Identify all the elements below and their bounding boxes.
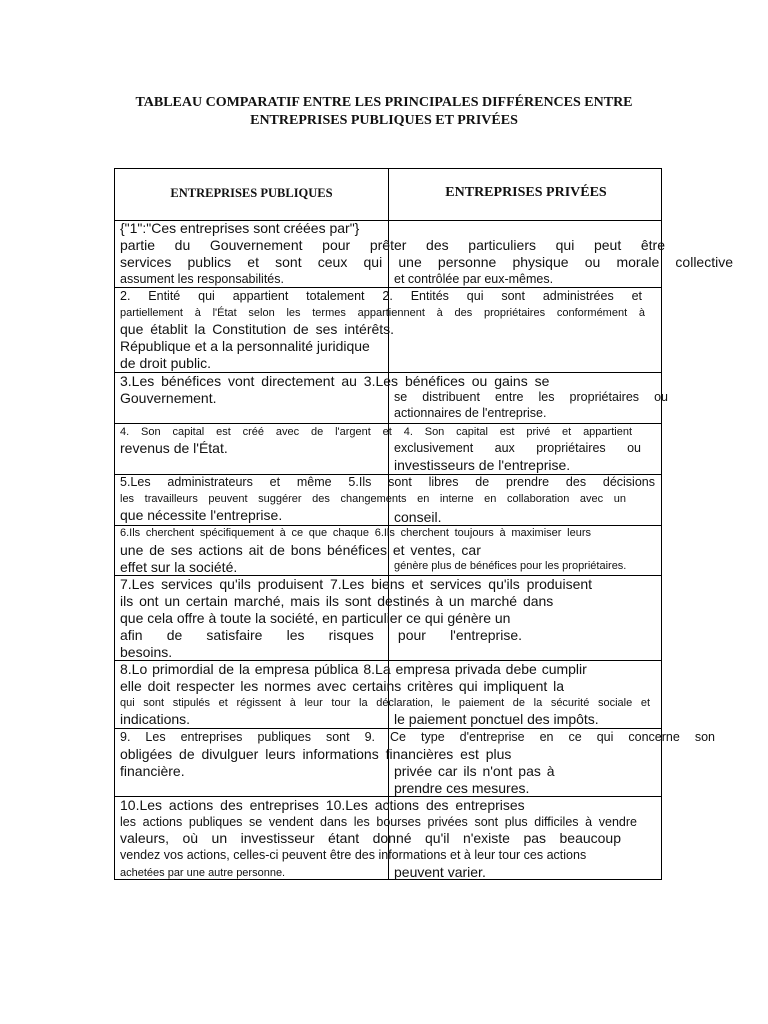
document-title [60,94,708,130]
row-7-line-3: que cela offre à toute la société, en particulier ce qui génère un [120,610,511,626]
row-3-line-3: se distribuent entre les propriétaires ou [394,390,668,404]
row-8-line-3: qui sont stipulés et régissent à leur tour la déclaration, le paiement de la sécurité sociale et [120,697,650,709]
row-6-line-1: 6.Ils cherchent spécifiquement à ce que chaque 6.Ils cherchent toujours à maximiser leurs [120,527,591,539]
row-5-line-3: que nécessite l'entreprise. [120,507,283,523]
row-7-line-5: besoins. [120,644,173,660]
row-10-line-3: valeurs, où un investisseur étant donné qu'il n'existe pas beaucoup [120,830,621,846]
row-7-line-1: 7.Les services qu'ils produisent 7.Les biens et services qu'ils produisent [120,576,593,592]
row-2-line-1: 2. Entité qui appartient totalement 2. Entités qui sont administrées et [120,289,642,303]
row-8-line-1: 8.Lo primordial de la empresa pública 8.La empresa privada debe cumplir [120,661,587,677]
row-4-line-3: exclusivement aux propriétaires ou [394,441,641,455]
header-public: ENTREPRISES PUBLIQUES [170,186,333,200]
row-4-line-4: investisseurs de l'entreprise. [394,457,571,473]
row-9-line-5: prendre ces mesures. [394,780,530,796]
row-1-line-5: et contrôlée par eux-mêmes. [394,272,554,286]
row-3-line-1: 3.Les bénéfices vont directement au 3.Les bénéfices ou gains se [120,373,550,389]
row-1-line-2: partie du Gouvernement pour prêter des particuliers qui peut être [120,237,665,253]
row-10-line-2: les actions publiques se vendent dans les bourses privées sont plus difficiles à vendre [120,815,637,829]
row-10-line-6: peuvent varier. [394,864,486,880]
row-3-line-4: actionnaires de l'entreprise. [394,406,547,420]
row-2-line-4: République et a la personnalité juridique [120,338,370,354]
row-7-line-4: afin de satisfaire les risques pour l'entreprise. [120,627,522,643]
row-9-line-2: obligées de divulguer leurs informations financières est plus [120,746,512,762]
row-5-line-4: conseil. [394,509,442,525]
row-8-line-5: le paiement ponctuel des impôts. [394,711,599,727]
row-4-line-1: 4. Son capital est créé avec de l'argent et 4. Son capital est privé et appartient [120,426,632,438]
row-1-line-3: services publics et sont ceux qui une personne physique ou morale collective [120,254,733,270]
row-2-line-2: partiellement à l'État selon les termes appartiennent à des propriétaires conformément à [120,307,645,319]
row-2-line-3: que établit la Constitution de ses intérêts. [120,321,395,337]
row-5-line-2: les travailleurs peuvent suggérer des changements en interne en collaboration avec un [120,493,626,505]
header-private: ENTREPRISES PRIVÉES [445,185,607,200]
row-10-line-5: achetées par une autre personne. [120,867,286,879]
row-9-line-4: privée car ils n'ont pas à [394,763,555,779]
row-4-line-2: revenus de l'État. [120,440,228,456]
row-3-line-2: Gouvernement. [120,390,217,406]
title-line-1: TABLEAU COMPARATIF ENTRE LES PRINCIPALES DIFFÉRENCES ENTRE [135,95,633,110]
row-2-line-5: de droit public. [120,355,212,371]
row-6-line-2: une de ses actions ait de bons bénéfices et ventes, car [120,542,481,558]
row-6-line-4: génère plus de bénéfices pour les propriétaires. [394,560,627,572]
row-5-line-1: 5.Les administrateurs et même 5.Ils sont libres de prendre des décisions [120,475,655,489]
row-1-line-1: {"1":"Ces entreprises sont créées par"} [120,220,360,236]
row-9-line-1: 9. Les entreprises publiques sont 9. Ce type d'entreprise en ce qui concerne son [120,730,715,744]
row-10-line-4: vendez vos actions, celles-ci peuvent être des informations et à leur tour ces actions [120,848,587,862]
column-divider [388,169,389,879]
row-1-line-4: assument les responsabilités. [120,272,284,286]
row-10-line-1: 10.Les actions des entreprises 10.Les actions des entreprises [120,797,525,813]
row-8-line-2: elle doit respecter les normes avec certains critères qui impliquent la [120,678,565,694]
row-9-line-3: financière. [120,763,185,779]
row-6-line-3: effet sur la société. [120,559,238,575]
row-8-line-4: indications. [120,711,191,727]
row-7-line-2: ils ont un certain marché, mais ils sont destinés à un marché dans [120,593,554,609]
title-line-2: ENTREPRISES PUBLIQUES ET PRIVÉES [250,113,518,128]
